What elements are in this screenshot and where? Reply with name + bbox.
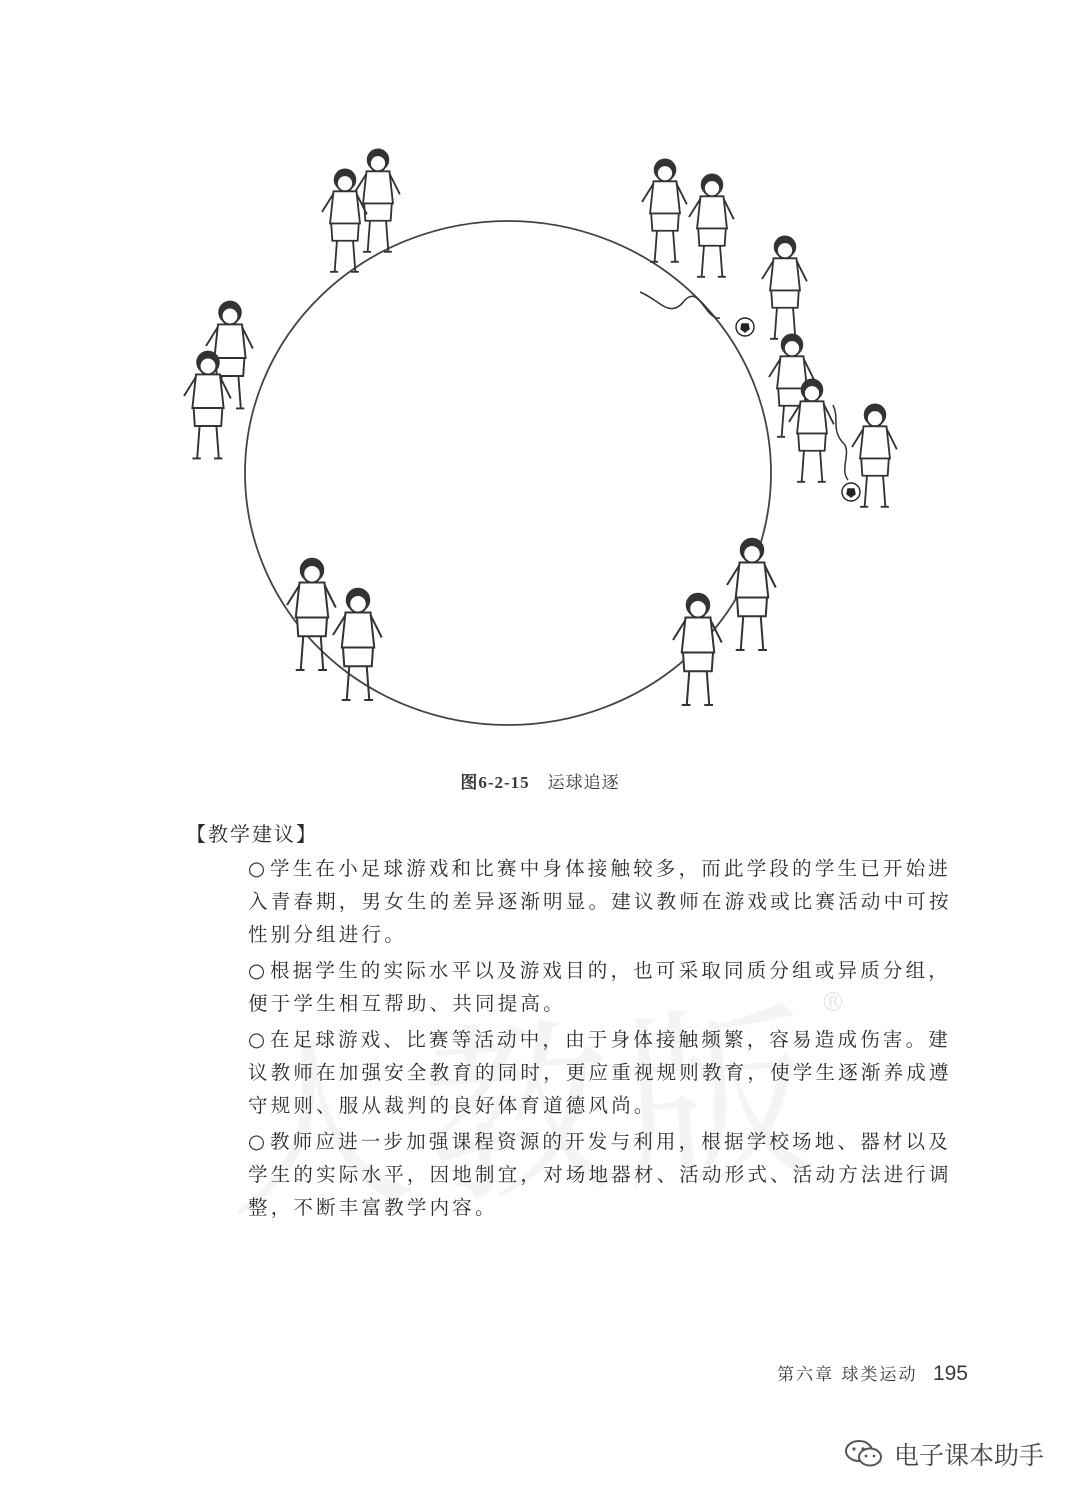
suggestion-text: 在足球游戏、比赛等活动中，由于身体接触频繁，容易造成伤害。建议教师在加强安全教育的同时，更应重视规则教育，使学生逐渐养成遵守规则、服从裁判的良好体育道德风尚。 [248,1028,952,1117]
bullet-circle: ○ [248,857,269,880]
student-pair-top-left [322,149,400,271]
section-heading: 【教学建议】 [186,822,318,846]
chapter-title: 球类运动 [841,1365,918,1385]
account-attribution [844,1436,1044,1472]
suggestion-item [248,1125,972,1224]
suggestion-text: 根据学生的实际水平以及游戏目的，也可采取同质分组或异质分组，便于学生相互帮助、共同提高。 [248,959,952,1015]
bullet-circle: ○ [248,1028,269,1051]
registered-mark: ® [820,988,846,1018]
suggestion-text: 教师应进一步加强课程资源的开发与利用，根据学校场地、器材以及学生的实际水平，因地制宜，对场地器材、活动形式、活动方法进行调整，不断丰富教学内容。 [248,1130,952,1219]
student-pair-top-right [642,159,734,276]
student-dribbling-right [640,236,807,338]
figure-number: 图6-2-15 [460,773,530,792]
suggestion-item [248,1023,972,1122]
student-group-right [769,334,897,506]
bullet-circle: ○ [248,959,269,982]
suggestion-item [248,852,972,951]
student-pair-bottom-right [673,539,776,705]
suggestion-list [248,852,972,1227]
page-number: 195 [932,1362,968,1385]
suggestion-text: 学生在小足球游戏和比赛中身体接触较多，而此学段的学生已开始进入青春期，男女生的差异逐渐明显。建议教师在游戏或比赛活动中可按性别分组进行。 [248,857,952,946]
figure-title: 运球追逐 [547,773,620,793]
student-pair-left [184,302,253,459]
wechat-icon [844,1438,884,1470]
page-footer [777,1360,968,1386]
chapter-label: 第六章 [777,1365,835,1385]
student-pair-bottom-left [287,559,382,700]
account-name: 电子课本助手 [893,1441,1044,1470]
suggestion-item [248,954,972,1020]
figure-caption [0,768,1080,793]
bullet-circle: ○ [248,1130,269,1153]
